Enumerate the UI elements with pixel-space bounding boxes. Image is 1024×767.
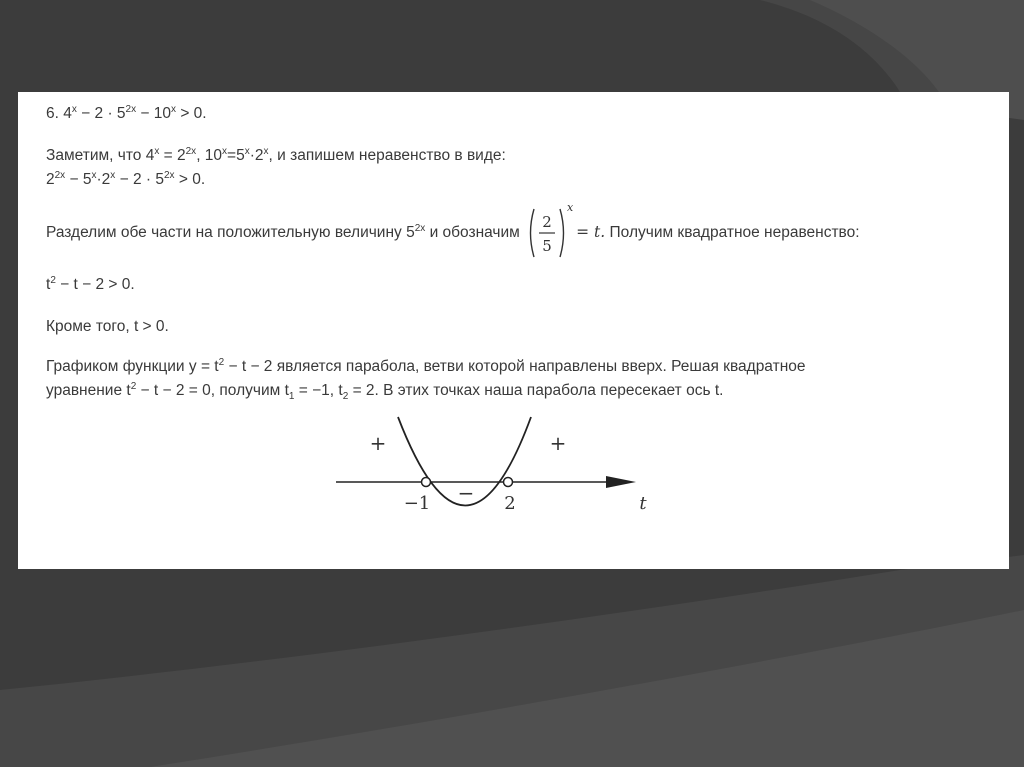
- graph-explanation-line1: Графиком функции $y = t^2 - t - 2$ является парабола, ветви которой направлены вверх. Решая квадратное: [46, 357, 806, 375]
- rewritten-inequality: $2^{2x} - 5^x\cdot 2^x - 2 \cdot 5^{2x} > 0$.: [46, 170, 206, 188]
- root-label-minus-one: −1: [403, 493, 431, 514]
- fraction-denominator: 5: [542, 236, 552, 255]
- substitution-equals: = t.: [576, 223, 606, 241]
- axis-label-t: t: [639, 493, 647, 514]
- document-page: [18, 92, 1009, 569]
- substitution-line: Разделим обе части на положительную величину $5^{2x}$ и обозначим 2 5 x = t. Получим квадратное неравенство:: [46, 200, 860, 255]
- quadratic-inequality: $t^2 - t - 2 > 0$.: [46, 275, 135, 293]
- positivity-constraint: Кроме того, t > 0.: [46, 318, 169, 335]
- root-point-minus-one: [422, 478, 431, 487]
- middle-sign-minus: −: [457, 481, 475, 505]
- fraction-two-fifths: [526, 200, 574, 255]
- problem-statement: 6. $4^x - 2 \cdot 5^{2x} - 10^x > 0$.: [46, 104, 207, 122]
- sign-chart: [318, 414, 658, 524]
- identity-note: Заметим, что $4^x = 2^{2x}$, $10^x=5^x\cdot 2^x$, и запишем неравенство в виде:: [46, 146, 506, 164]
- left-sign-plus: +: [369, 431, 387, 455]
- fraction-numerator: 2: [542, 212, 552, 231]
- axis-arrow-icon: [606, 476, 636, 488]
- right-sign-plus: +: [549, 431, 567, 455]
- root-label-two: 2: [504, 493, 516, 514]
- graph-explanation-line2: уравнение $t^2 - t - 2 = 0$, получим $t_1 = -1$, $t_2 = 2$. В этих точках наша парабола пересекает ось t.: [46, 381, 724, 402]
- root-point-two: [504, 478, 513, 487]
- fraction-exponent: x: [567, 200, 574, 214]
